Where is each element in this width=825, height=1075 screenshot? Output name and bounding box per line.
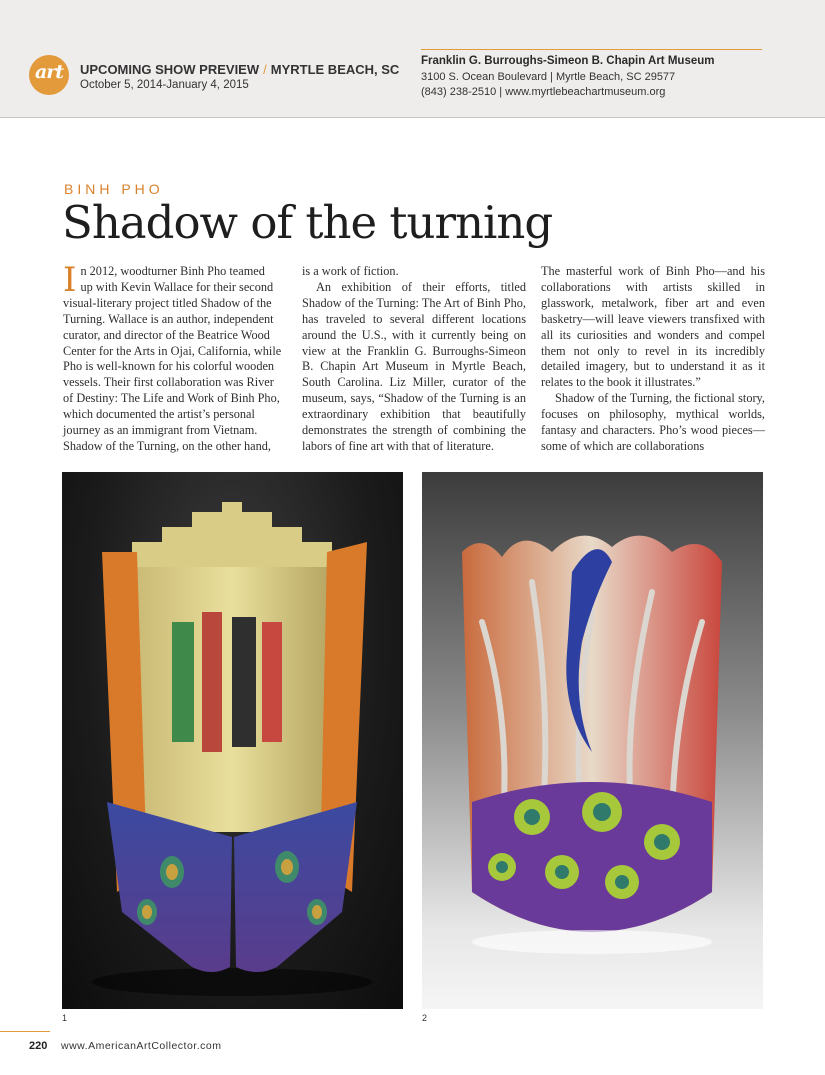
show-dates: October 5, 2014-January 4, 2015 [80,79,249,91]
body-line: Shadow of the Turning, on the other hand, [63,438,272,453]
body-paragraph: An exhibition of their efforts, titled Shadow of the Turning: The Art of Binh Pho, has traveled to several different locations around the U.S., with it currently being on view at the Franklin G. Burroughs-Simeon B. Chapin Art Museum in Myrtle Beach, South Carolina. Liz Miller, curator of the museum, says, “Shadow of the Turning is an extraordinary exhibition that beautifully demonstrates the strength of combining the labors of fine art with that of literature. [302,279,526,453]
body-line: Turning. Wallace is an author, independent [63,311,274,326]
museum-address: 3100 S. Ocean Boulevard | Myrtle Beach, SC 29577 [421,71,676,83]
body-line: visual-literary project titled Shadow of the [63,295,272,310]
drop-cap: I [63,260,77,300]
body-line: which documented the artist’s personal [63,407,255,422]
section-separator: / [263,62,267,77]
figure-2-caption: 2 [422,1013,428,1023]
page-number: 220 [29,1040,48,1052]
art-logo-text: art [34,61,64,83]
article-title: Shadow of the turning [62,196,553,249]
body-line: Pho is well-known for his colorful wooden [63,359,275,374]
museum-rule [421,49,762,50]
footer-rule [0,1031,50,1032]
header-band [0,0,825,118]
body-column-2 [302,264,526,455]
figure-1-caption: 1 [62,1013,68,1023]
body-line: journey as an immigrant from Vietnam. [63,423,258,438]
body-paragraph: is a work of fiction. [302,264,399,278]
body-column-1 [63,260,287,455]
museum-contact: (843) 238-2510 | www.myrtlebeachartmuseum.org [421,86,666,98]
footer-website[interactable]: www.AmericanArtCollector.com [61,1040,222,1052]
museum-name: Franklin G. Burroughs-Simeon B. Chapin Art Museum [421,55,715,67]
body-paragraph: Shadow of the Turning, the fictional story, focuses on philosophy, mythical worlds, fantasy and characters. Pho’s wood pieces—some of which are collaborations [541,391,765,453]
vessel-illustration-1 [62,472,403,1009]
section-label: UPCOMING SHOW PREVIEW [80,62,260,77]
body-column-3 [541,264,765,455]
body-line: Center for the Arts in Ojai, California, while [63,343,282,358]
section-line [80,62,399,77]
body-line: of Destiny: The Life and Work of Binh Pho, [63,391,280,406]
location-label: MYRTLE BEACH, SC [270,62,400,77]
body-line: curator, and director of the Beatrice Wood [63,327,270,342]
body-line: vessels. Their first collaboration was River [63,375,274,390]
body-line: n 2012, woodturner Binh Pho teamed [80,264,265,278]
article-kicker: BINH PHO [64,181,164,197]
vessel-illustration-2 [422,472,763,1009]
body-line: up with Kevin Wallace for their second [80,279,274,294]
art-logo [29,55,69,95]
body-paragraph: The masterful work of Binh Pho—and his collaborations with artists skilled in glasswork, metalwork, fiber art and even basketry—will leave viewers transfixed with all its curiosities and wonders and compel them not only to revel in its incredibly detailed imagery, but to understand it as it relates to the book it illustrates.” [541,264,765,390]
figure-2-vessel-photo [422,472,763,1009]
figure-1-vessel-photo [62,472,403,1009]
